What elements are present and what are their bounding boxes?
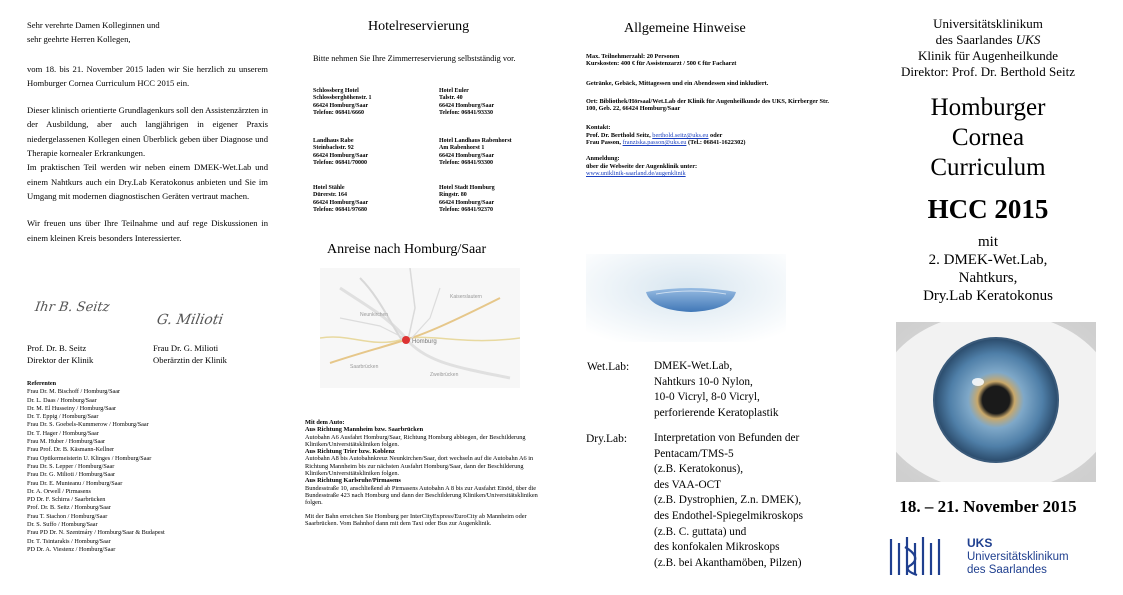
hotel-city: 66424 Homburg/Saar [439,102,495,109]
subtitle-with: mit [977,234,998,250]
course-title-line: Curriculum [930,154,1046,181]
hotel-city: 66424 Homburg/Saar [439,152,495,159]
greeting-line-1: Sehr verehrte Damen Kolleginnen und [27,20,160,30]
hotel-phone: Telefon: 06841/6660 [313,110,364,117]
hotel-street: Am Rabenhorst 1 [439,145,485,152]
hotel-street: Talstr. 40 [439,95,463,102]
hotel-entry [313,138,433,168]
uks-logo-icon [885,533,955,581]
wetlab-label: Wet.Lab: [587,361,630,373]
info-registration-text: über die Webseite der Augenklinik unter: [586,162,698,170]
referents-title: Referenten [27,380,57,387]
cornea-lens-image [586,254,786,342]
org-line-text: des Saarlandes [935,32,1013,47]
directions-text: Autobahn A8 bis Autobahnkreuz Neunkirchen/Saar, dort wechseln auf die Autobahn A6 in Richtung Mannheim bis zur nächsten Ausfahrt Homburg/Saar, dann der Beschilderung Kliniken/Universitätskliniken folgen. [305,455,534,478]
hotel-street: Schlossberghöhenstr. 1 [313,95,372,102]
referent: Dr. S. Suffo / Homburg/Saar [27,521,98,529]
referents-list [27,380,287,554]
info-fees: Kurskosten: 400 € für Assistenzarzt / 500 € für Facharzt [586,60,737,68]
drylab-line: des VAA-OCT [654,478,722,491]
directions-text: Autobahn A6 Ausfahrt Homburg/Saar, Richtung Homburg abbiegen, der Beschilderung Kliniken/Universitätskliniken folgen. [305,433,526,448]
hotel-city: 66424 Homburg/Saar [313,102,369,109]
directions-route-heading: Aus Richtung Trier bzw. Koblenz [305,448,395,456]
wetlab-line: 10-0 Vicryl, 8-0 Vicryl, [654,391,760,404]
referent: Frau Dr. M. Bischoff / Homburg/Saar [27,388,121,396]
org-line: Universitätsklinikum [933,16,1043,31]
hotel-name: Hotel Stähle [313,185,345,191]
referent: Frau PD Dr. N. Szentmáry / Homburg/Saar & Budapest [27,529,165,537]
referent: PD Dr. F. Schirra / Saarbrücken [27,496,106,504]
hotel-title: Hotelreservierung [368,19,470,34]
hotel-list [313,88,573,228]
hotel-name: Hotel Euler [439,88,469,94]
course-title-line: Homburger [930,94,1046,121]
referent: Dr. T. Hager / Homburg/Saar [27,429,99,437]
hotel-entry [313,88,433,118]
signatures [27,300,287,375]
directions-route-heading: Aus Richtung Mannheim bzw. Saarbrücken [305,426,424,434]
info-contact-label: Kontakt: [586,124,611,132]
referent: Frau Prof. Dr. B. Käsmann-Kellner [27,446,115,454]
org-line: Klinik für Augenheilkunde [917,48,1059,63]
uks-logo [885,533,1095,581]
org-line: Direktor: Prof. Dr. Berthold Seitz [900,64,1076,79]
uks-logo-line: Universitätsklinikum [967,551,1069,563]
org-line [868,32,1108,48]
wetlab-line: Nahtkurs 10-0 Nylon, [654,375,753,388]
wetlab-line: DMEK-Wet.Lab, [654,360,733,372]
signatory-role: Oberärztin der Klinik [153,355,227,365]
contact-name: Frau Passon, [586,139,621,147]
invite-text: vom 18. bis 21. November 2015 laden wir Sie herzlich zu unserem Homburger Cornea Curriculum HCC 2015 ein. [27,63,268,88]
directions-train-text: Mit der Bahn erreichen Sie Homburg per InterCityExpress/EuroCity ab Mannheim oder Saarbrücken. Vom Bahnhof dann mit dem Taxi oder Bus zur Augenklinik. [305,512,527,527]
referent: Frau Dr. S. Lepper / Homburg/Saar [27,462,115,470]
signature-seitz: Ihr B. Seitz [33,300,111,315]
hotel-entry [439,88,559,118]
hotel-phone: Telefon: 06841/93300 [439,160,493,167]
wetlab-description [654,359,834,421]
org-abbr: UKS [1015,32,1041,47]
map-label: Homburg [412,339,437,345]
wetlab-line: perforierende Keratoplastik [654,406,779,419]
info-block [586,53,836,177]
drylab-line: (z.B. Keratokonus), [654,463,744,476]
drylab-line: des Endothel-Spiegelmikroskops [654,509,804,522]
subtitle-line: Nahtkurs, [958,270,1018,286]
contact-suffix: oder [710,131,723,139]
map-label: Zweibrücken [430,372,459,378]
info-included: Getränke, Gebäck, Mittagessen und ein Abendessen sind inkludiert. [586,79,769,87]
hotel-phone: Telefon: 06841/97680 [313,207,367,214]
signatory-role: Direktor der Klinik [27,355,94,365]
signatory-seitz [27,342,93,366]
drylab-line: des konfokalen Mikroskops [654,541,780,554]
drylab-label: Dry.Lab: [586,433,628,445]
email-link[interactable]: franziska.passon@uks.eu [622,139,687,147]
uks-logo-text [967,551,1069,577]
signatory-milioti [153,342,227,366]
info-participants: Max. Teilnehmerzahl: 20 Personen [586,53,680,60]
course-dates: 18. – 21. November 2015 [899,497,1077,516]
course-title [868,93,1108,183]
referent: Frau Dr. S. Goebels-Kummerow / Homburg/Saar [27,421,149,429]
registration-link[interactable]: www.uniklinik-saarland.de/augenklinik [586,169,686,177]
directions-heading: Mit dem Auto: [305,419,345,426]
map-label: Saarbrücken [350,364,379,370]
info-contact-line [586,132,836,139]
hotel-phone: Telefon: 06841/93330 [439,110,493,117]
course-title-line: Cornea [951,124,1025,151]
referent: Dr. L. Daas / Homburg/Saar [27,396,97,404]
referent: Frau M. Huber / Homburg/Saar [27,438,106,446]
course-subtitle [868,233,1108,305]
hotel-intro: Bitte nehmen Sie Ihre Zimmerreservierung selbstständig vor. [313,54,516,63]
referent: Frau Optikermeisterin U. Klinges / Homburg/Saar [27,454,152,462]
referent: Dr. T. Tsintarakis / Homburg/Saar [27,537,111,545]
drylab-line: (z.B. C. guttata) und [654,525,747,538]
hotel-name: Hotel Landhaus Rabenhorst [439,138,512,144]
referent: Frau Dr. E. Munteanu / Homburg/Saar [27,479,123,487]
drylab-description [654,431,844,571]
hotel-phone: Telefon: 06841/70000 [313,160,367,167]
info-contact-line [586,139,836,146]
travel-title: Anreise nach Homburg/Saar [327,242,487,257]
hotel-entry [313,185,433,215]
referent: Frau Dr. G. Milioti / Homburg/Saar [27,471,116,479]
description-text: Dieser klinisch orientierte Grundlagenkurs soll den Assistenzärzten in der Ausbildung, aber auch langjährigen in eigener Praxis niedergelassenen Kollegen einen Überblick geben über Diagnose und Therapie kornealer Erkrankungen. [27,105,268,159]
map-label: Kaiserslautern [450,294,482,300]
referent: Dr. T. Eppig / Homburg/Saar [27,413,99,421]
contact-name: Prof. Dr. Berthold Seitz, [586,131,651,139]
hotel-street: Dürerstr. 164 [313,192,347,199]
panel-welcome [27,18,268,245]
eye-iris-image [896,322,1096,482]
hotel-name: Landhaus Rabe [313,138,354,144]
subtitle-line: 2. DMEK-Wet.Lab, [928,252,1048,268]
hotel-entry [439,138,559,168]
contact-phone: (Tel.: 06841-1622302) [688,139,746,147]
drylab-line: Pentacam/TMS-5 [654,447,734,460]
directions [305,419,555,527]
map-label: Neunkirchen [360,312,389,318]
hotel-name: Schlossberg Hotel [313,88,359,94]
closing-text: Wir freuen uns über Ihre Teilnahme und auf rege Diskussionen in einem kleinen Kreis besonders Interessierter. [27,218,268,243]
hotel-city: 66424 Homburg/Saar [313,199,369,206]
hotel-phone: Telefon: 06841/92370 [439,207,493,214]
hotel-street: Steinbachstr. 92 [313,145,354,152]
organization-header [868,16,1108,80]
signature-milioti: G. Milioti [155,312,225,328]
uks-logo-line: des Saarlandes [967,564,1047,576]
drylab-line: (z.B. bei Akanthamöben, Pilzen) [654,556,802,569]
referent: PD Dr. A. Viestenz / Homburg/Saar [27,545,116,553]
subtitle-line: Dry.Lab Keratokonus [923,288,1053,304]
referent: Dr. M. El Husseiny / Homburg/Saar [27,404,117,412]
info-location: Ort: Bibliothek/Hörsaal/Wet.Lab der Klinik für Augenheilkunde des UKS, Kirrberger Str. 100, Geb. 22, 66424 Homburg/Saar [586,97,829,113]
map-image [320,268,520,388]
info-registration-label: Anmeldung: [586,155,620,163]
referent: Frau T. Stachon / Homburg/Saar [27,512,108,520]
lens-graphic [586,254,786,342]
referent: Dr. A. Orwell / Pirmasens [27,487,91,495]
signatory-name: Frau Dr. G. Milioti [153,343,219,353]
hotel-city: 66424 Homburg/Saar [313,152,369,159]
directions-text: Bundesstraße 10, anschließend ab Pirmasens Autobahn A 8 bis zur Ausfahrt Einöd, über die Bundesstraße 423 nach Homburg und dann der Beschilderung Kliniken/Universitätskliniken folgen. [305,484,538,507]
practical-text: Im praktischen Teil werden wir neben einem DMEK-Wet.Lab und einem Nahtkurs auch ein Dry.Lab Keratokonus anbieten und Sie im Umgang mit modernen diagnostischen Geräten vertraut machen. [27,162,268,201]
hotel-name: Hotel Stadt Homburg [439,185,495,191]
greeting-line-2: sehr geehrte Herren Kollegen, [27,34,131,45]
signatory-name: Prof. Dr. B. Seitz [27,343,87,353]
uks-logo-abbr: UKS [967,536,993,550]
course-acronym: HCC 2015 [927,194,1049,224]
hotel-entry [439,185,559,215]
referent: Prof. Dr. B. Seitz / Homburg/Saar [27,504,111,512]
drylab-line: Interpretation von Befunden der [654,432,800,444]
email-link[interactable]: berthold.seitz@uks.eu [652,131,709,139]
hotel-city: 66424 Homburg/Saar [439,199,495,206]
directions-route-heading: Aus Richtung Karlsruhe/Pirmasens [305,477,401,485]
drylab-line: (z.B. Dystrophien, Z.n. DMEK), [654,494,802,507]
general-info-title: Allgemeine Hinweise [624,21,746,36]
hotel-street: Ringstr. 80 [439,192,467,199]
